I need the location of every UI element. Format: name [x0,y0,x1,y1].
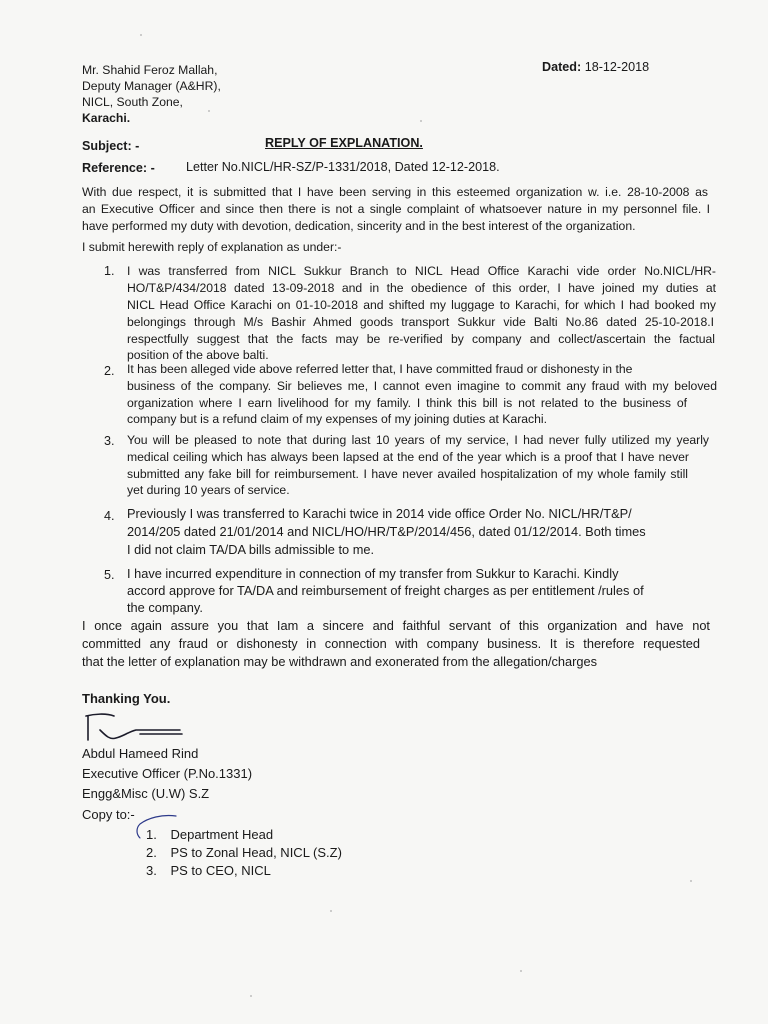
point-1-line-6: position of the above balti. [127,348,269,362]
point-5-number: 5. [104,568,115,582]
point-3-line-3: submitted any fake bill for reimbursement. I have never availed hospitalization of my whole family still [127,467,688,481]
date-line [542,59,649,75]
thanking-line: Thanking You. [82,691,171,706]
copy-to-item-1 [146,826,273,844]
subject-label: Subject: - [82,139,140,153]
copy-to-item-3-text: PS to CEO, NICL [170,863,271,878]
sender-org: NICL, South Zone, [82,95,183,109]
sender-city: Karachi. [82,111,131,125]
copy-to-item-3 [146,862,271,880]
sender-designation: Deputy Manager (A&HR), [82,79,221,93]
copy-to-label: Copy to:- [82,807,135,822]
point-2-line-2: business of the company. Sir believes me, I cannot even imagine to commit any fraud with my beloved [127,379,717,393]
point-4-line-2: 2014/205 dated 21/01/2014 and NICL/HO/HR/T&P/2014/456, dated 01/12/2014. Both times [127,524,646,539]
date-value: 18-12-2018 [584,60,650,74]
signatory-title: Executive Officer (P.No.1331) [82,766,253,781]
closing-line-1: I once again assure you that Iam a sincere and faithful servant of this organization and have not [82,618,710,633]
point-4-line-3: I did not claim TA/DA bills admissible to me. [127,542,375,557]
point-3-line-2: medical ceiling which has always been lapsed at the end of the year which is a proof that I have never [127,450,689,464]
point-5-line-3: the company. [127,600,203,615]
signatory-name: Abdul Hameed Rind [82,746,199,761]
point-1-number: 1. [104,264,115,278]
copy-to-item-1-number: 1. [146,827,157,842]
point-2-line-1: It has been alleged vide above referred letter that, I have committed fraud or dishonesty in the [127,362,633,376]
copy-to-item-2-text: PS to Zonal Head, NICL (S.Z) [170,845,342,860]
point-5-line-1: I have incurred expenditure in connection of my transfer from Sukkur to Karachi. Kindly [127,566,619,581]
submit-line: I submit herewith reply of explanation as under:- [82,240,342,254]
copy-to-item-2-number: 2. [146,845,157,860]
scan-speck [330,910,332,912]
point-1-line-3: NICL Head Office Karachi on 01-10-2018 and shifted my luggage to Karachi, for which I had booked my [127,298,716,312]
point-3-line-4: yet during 10 years of service. [127,483,290,497]
scan-speck [420,120,422,122]
signatory-dept: Engg&Misc (U.W) S.Z [82,786,210,801]
point-2-number: 2. [104,364,115,378]
copy-to-item-3-number: 3. [146,863,157,878]
intro-line-1: With due respect, it is submitted that I have been serving in this esteemed organization w. i.e. 28-10-2008 as [82,185,708,199]
copy-to-item-1-text: Department Head [170,827,274,842]
closing-line-3: that the letter of explanation may be withdrawn and exonerated from the allegation/charges [82,654,598,669]
subject-value: REPLY OF EXPLANATION. [265,136,423,150]
point-4-number: 4. [104,509,115,523]
intro-line-3: have performed my duty with devotion, dedication, sincerity and in the best interest of the organization. [82,219,636,233]
point-1-line-4: belongings through M/s Bashir Ahmed goods transport Sukkur vide Balti No.86 dated 25-10-2018.I [127,315,714,329]
point-3-line-1: You will be pleased to note that during last 10 years of my service, I had never fully utilized my yearly [127,433,709,447]
signatory-block [82,744,252,804]
scan-speck [250,995,252,997]
point-4-line-1: Previously I was transferred to Karachi twice in 2014 vide office Order No. NICL/HR/T&P/ [127,506,632,521]
intro-line-2: an Executive Officer and since then there is not a single complaint of whatsoever nature in my personnel file. I [82,202,710,216]
point-1-line-1: I was transferred from NICL Sukkur Branch to NICL Head Office Karachi vide order No.NICL/HR- [127,264,716,278]
date-label: Dated: [542,60,582,74]
point-5-line-2: accord approve for TA/DA and reimbursement of freight charges as per entitlement /rules of [127,583,644,598]
point-1-line-5: respectfully suggest that the facts may be re-verified by company and collect/ascertain the factual [127,332,715,346]
point-2-line-3: organization where I earn livelihood for my family. I think this bill is not related to the business of [127,396,687,410]
closing-line-2: committed any fraud or dishonesty in connection with company business. It is therefore requested [82,636,700,651]
scan-speck [520,970,522,972]
signature-mark [80,710,190,746]
scan-speck [690,880,692,882]
point-3-number: 3. [104,434,115,448]
point-2-line-4: company but is a refund claim of my expenses of my joining duties at Karachi. [127,412,547,426]
sender-block [82,62,221,126]
copy-to-item-2 [146,844,342,862]
scan-speck [208,110,210,112]
scan-speck [140,34,142,36]
point-1-line-2: HO/T&P/434/2018 dated 13-09-2018 and in the obedience of this order, I have joined my duties at [127,281,716,295]
reference-value: Letter No.NICL/HR-SZ/P-1331/2018, Dated 12-12-2018. [186,160,500,174]
sender-name: Mr. Shahid Feroz Mallah, [82,63,218,77]
reference-label: Reference: - [82,161,155,175]
